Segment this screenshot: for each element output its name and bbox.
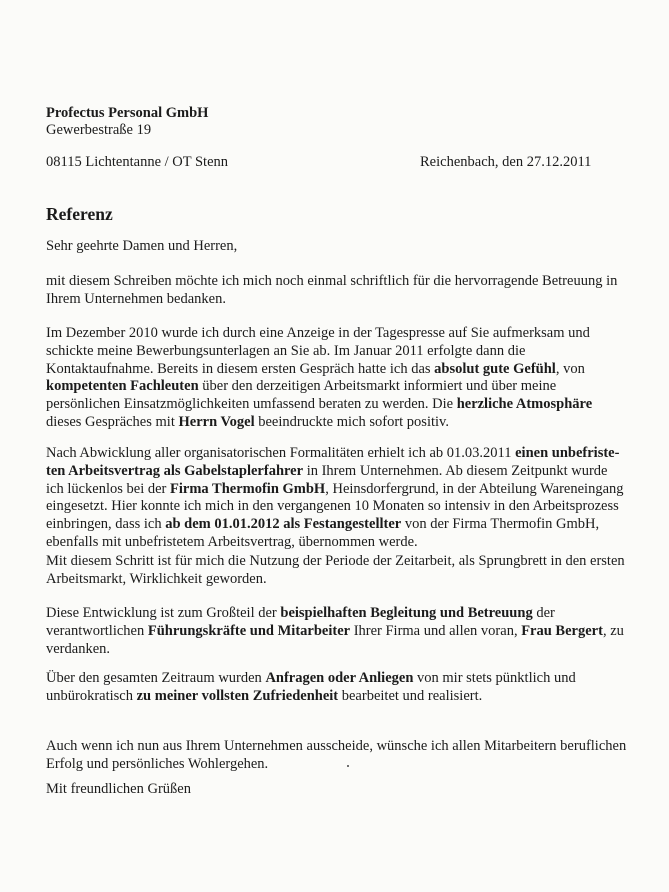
text-run: von der Firma Thermofin GmbH,	[401, 516, 600, 533]
paragraph-employment	[46, 445, 626, 552]
text-run: über den derzeitigen Arbeitsmarkt informiert und über meine	[198, 378, 557, 395]
bold-run: zu meiner vollsten Zufriedenheit	[136, 687, 339, 704]
text-line	[46, 445, 626, 463]
text-line: verdanken.	[46, 640, 111, 657]
paragraph-temp-work	[46, 553, 626, 589]
text-run: bearbeitet und realisiert.	[338, 687, 483, 704]
text-line	[46, 670, 626, 688]
text-line: ebenfalls mit unbefristetem Arbeitsvertrag, übernommen werde.	[46, 533, 418, 550]
text-run: einbringen, dass ich	[46, 516, 166, 533]
bold-run: absolut gute Gefühl	[434, 360, 556, 377]
bold-run: ten Arbeitsvertrag als Gabelstaplerfahrer	[46, 462, 304, 479]
text-run: , von	[555, 360, 585, 377]
letter-title: Referenz	[46, 204, 113, 224]
text-line: Ihrem Unternehmen bedanken.	[46, 290, 226, 307]
bold-run: Anfragen oder Anliegen	[265, 670, 414, 686]
text-line: Auch wenn ich nun aus Ihrem Unternehmen ausscheide, wünsche ich allen Mitarbeitern beruflichen	[46, 738, 627, 754]
text-run: unbürokratisch	[46, 687, 137, 704]
text-line: schickte meine Bewerbungsunterlagen an Sie ab. Im Januar 2011 erfolgte dann die	[46, 342, 526, 359]
paragraph-thanks	[46, 273, 626, 309]
text-run: Ihrer Firma und allen voran,	[350, 622, 522, 639]
text-run: in Ihrem Unternehmen. Ab diesem Zeitpunkt wurde	[303, 462, 608, 479]
text-line	[46, 361, 626, 379]
text-line	[46, 516, 626, 534]
text-run: beeindruckte mich sofort positiv.	[254, 413, 449, 430]
bold-run: kompetenten Fachleuten	[46, 378, 199, 395]
text-line	[46, 605, 626, 623]
text-line	[46, 623, 626, 641]
text-line	[46, 463, 626, 481]
text-run: Nach Abwicklung aller organisatorischen Formalitäten erhielt ich ab 01.03.2011	[46, 445, 516, 461]
bold-run: Firma Thermofin GmbH	[170, 480, 326, 497]
text-run: ich lückenlos bei der	[46, 480, 171, 497]
text-run: von mir stets pünktlich und	[413, 670, 576, 686]
text-run: persönlichen Einsatzmöglichkeiten umfassend beraten zu werden. Die	[46, 396, 457, 413]
bold-run: Führungskräfte und Mitarbeiter	[147, 622, 351, 639]
paragraph-application	[46, 325, 626, 432]
text-line: Erfolg und persönliches Wohlergehen.	[46, 755, 269, 772]
bold-run: Frau Bergert	[521, 622, 603, 639]
paragraph-requests	[46, 670, 626, 706]
sender-city: 08115 Lichtentanne / OT Stenn	[46, 154, 229, 170]
sender-street: Gewerbestraße 19	[46, 122, 152, 138]
bold-run: ab dem 01.01.2012 als Festangestellter	[165, 516, 402, 533]
text-line	[46, 414, 626, 432]
scan-speck	[347, 765, 349, 767]
text-line: Arbeitsmarkt, Wirklichkeit geworden.	[46, 570, 267, 587]
text-line: mit diesem Schreiben möchte ich mich noch einmal schriftlich für die hervorragende Betreuung in	[46, 273, 618, 289]
sender-company: Profectus Personal GmbH	[46, 105, 209, 121]
text-run: Über den gesamten Zeitraum wurden	[46, 670, 266, 686]
bold-run: einen unbefriste-	[515, 445, 620, 461]
text-line	[46, 396, 626, 414]
text-line	[46, 378, 626, 396]
closing: Mit freundlichen Grüßen	[46, 781, 191, 797]
text-run: , zu	[602, 622, 624, 639]
bold-run: beispielhaften Begleitung und Betreuung	[280, 605, 533, 621]
text-line	[46, 481, 626, 499]
paragraph-support	[46, 605, 626, 658]
text-run: Kontaktaufnahme. Bereits in diesem ersten Gespräch hatte ich das	[46, 360, 435, 377]
text-run: , Heinsdorfergrund, in der Abteilung Wareneingang	[325, 480, 624, 497]
text-line	[46, 688, 626, 706]
bold-run: herzliche Atmosphäre	[456, 396, 593, 413]
paragraph-farewell	[46, 738, 626, 774]
text-run: dieses Gespräches mit	[46, 413, 179, 430]
text-line: Mit diesem Schritt ist für mich die Nutzung der Periode der Zeitarbeit, als Sprungbrett in den ersten	[46, 553, 625, 569]
text-run: der	[532, 605, 555, 621]
date-line: Reichenbach, den 27.12.2011	[420, 154, 592, 170]
bold-run: Herrn Vogel	[178, 413, 255, 430]
text-run: Diese Entwicklung ist zum Großteil der	[46, 605, 281, 621]
salutation: Sehr geehrte Damen und Herren,	[46, 238, 238, 254]
text-line: Im Dezember 2010 wurde ich durch eine Anzeige in der Tagespresse auf Sie aufmerksam und	[46, 325, 590, 341]
text-line: eingesetzt. Hier konnte ich mich in den vergangenen 10 Monaten so intensiv in den Arbeitsprozess	[46, 498, 619, 515]
text-run: verantwortlichen	[46, 622, 148, 639]
